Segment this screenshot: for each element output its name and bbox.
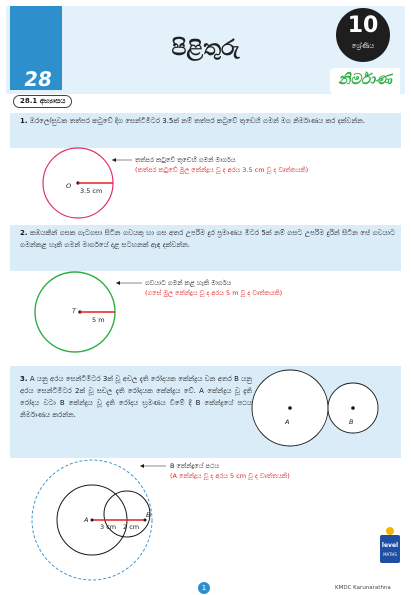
pointer-arrow-q3 (140, 464, 144, 468)
note-q1-line1: තත්පර කටුවේ තුඩෙහි ගමන් මාර්ගය (135, 156, 236, 164)
gear-label-b: B (349, 418, 354, 426)
grade-number: 10 (347, 13, 379, 38)
answer-center-a (91, 519, 94, 522)
answer-radius-b-label: 2 cm (123, 523, 140, 531)
note-q2-line2: (ගසේ මුල කේන්ද්‍රය වූ ද අරය 5 m වූ ද වෘත්තයකි) (145, 289, 283, 297)
gear-center-b (351, 406, 355, 410)
gear-center-a (288, 406, 292, 410)
note-q1-line2: (තත්පර කටුවේ මුල කේන්ද්‍රය වූ ද අරය 3.5 cm වූ ද වෘත්තයකි) (135, 166, 309, 174)
question-3-text (20, 373, 252, 421)
page-number: 1 (198, 582, 210, 594)
answer-label-a: A (84, 516, 89, 524)
question-1-text (20, 115, 395, 127)
question-2-text (20, 227, 395, 251)
question-3-side-diagram (250, 366, 400, 456)
logo-dot (386, 527, 394, 535)
question-3-number: 3. (20, 375, 28, 383)
question-2-number: 2. (20, 229, 28, 237)
logo-subtext: MATHS (383, 552, 397, 557)
chapter-title: පිළිතුරු (171, 36, 240, 61)
note-q2-line1: ගවයාට ගමන් කළ හැකි මාර්ගය (145, 279, 232, 287)
question-1-diagram (0, 148, 411, 218)
center-label-t: T (72, 307, 76, 315)
radius-label-o: 3.5 cm (80, 187, 103, 195)
question-1-number: 1. (20, 117, 28, 125)
topic-title: නිර්මාණ (338, 70, 392, 88)
answer-radius-a-label: 3 cm (100, 523, 117, 531)
exercise-label: 28.1 අභ්‍යාසය (13, 95, 72, 108)
center-label-o: O (66, 182, 72, 190)
pointer-arrow-q2 (116, 281, 120, 285)
radius-label-t: 5 m (92, 316, 105, 324)
question-3-answer-diagram (0, 458, 411, 583)
footer-credit: KMDC Karunarathna (335, 585, 391, 591)
note-q3-line1: B කේන්ද්‍රයේ පථය (170, 462, 220, 470)
question-2-diagram (0, 272, 411, 352)
question-2-body: කඹයකින් ගසක ගැටගසා සිටින ගවයකු හා ගස අතර උපරිම දුර ප්‍රමාණය මීටර 5ක් නම් ගසට උපරිම දුරින් සිටින සේ ගවයාට ගමන්කළ හැකි ගමන් මාර්ගයේ දළ සටහනක් ඇඳ දක්වන්න. (20, 229, 395, 249)
question-3-body: A යනු අරය සෙන්ටිමීටර 3ක් වූ අචල දැති රෝදයක කේන්ද්‍රය වන අතර B යනු අරය සෙන්ටිමීටර 2ක් වූ සචල දැති රෝදයක කේන්ද්‍රය වේ. A කේන්ද්‍රය වූ දැති රෝදය වටා B කේන්ද්‍රය වූ දැති රෝදය භ්‍රමණය වීමේ දී B කේන්ද්‍රයේ පථය නිර්මාණය කරන්න. (20, 375, 252, 419)
logo-text: level (381, 542, 399, 549)
level-maths-logo (380, 527, 400, 563)
topic-banner (330, 68, 400, 94)
chapter-number: 28 (22, 67, 54, 91)
pointer-arrow-q1 (112, 158, 116, 162)
answer-label-b: B (146, 511, 151, 519)
question-1-body: ඔරලෝසුවක තත්පර කටුවේ දිග සෙන්ටිමීටර 3.5ක් නම් තත්පර කටුවේ තුඩෙහි ගමන් මග නිර්මාණය කර දක්වන්න. (29, 117, 366, 125)
grade-badge (336, 8, 390, 62)
logo-box (380, 535, 400, 563)
note-q3-line2: (A කේන්ද්‍රය වූ ද අරය 5 cm වූ ද වෘත්තයකි) (170, 472, 290, 480)
gear-label-a: A (285, 418, 290, 426)
grade-label: ශ්‍රේණිය (351, 42, 375, 50)
